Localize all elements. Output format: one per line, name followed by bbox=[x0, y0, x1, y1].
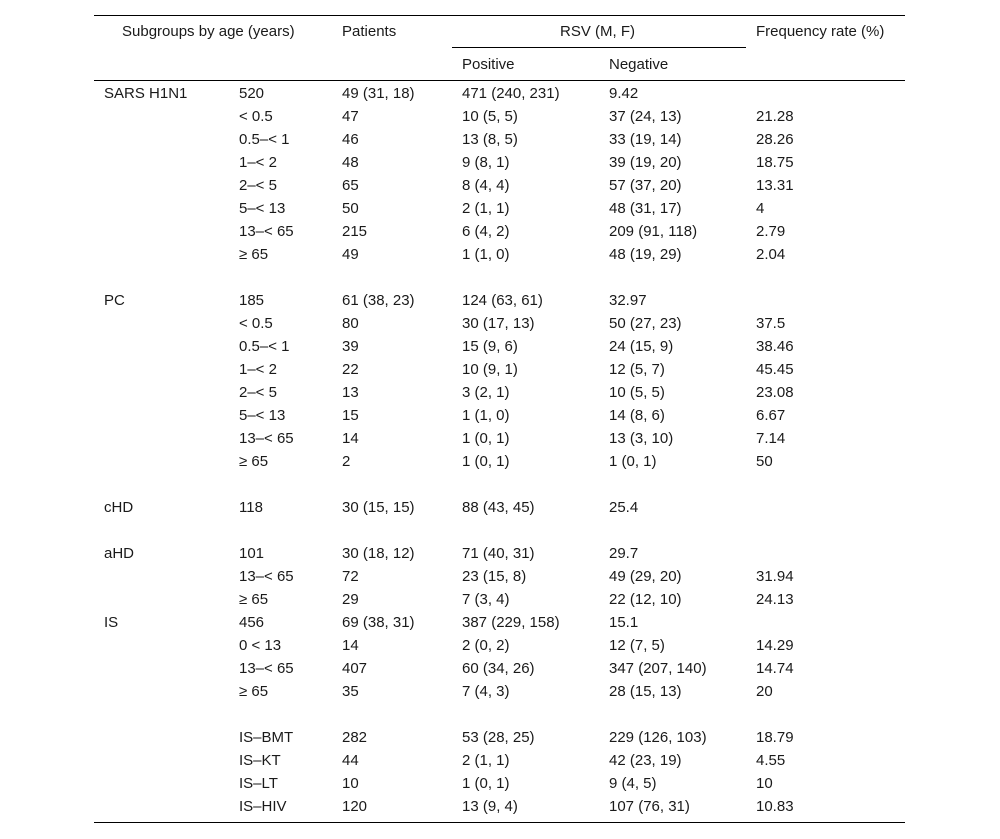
positive-cell: 23 (15, 8) bbox=[462, 568, 527, 585]
positive-cell: 10 (5, 5) bbox=[462, 108, 518, 125]
table-row bbox=[0, 220, 1000, 243]
negative-cell: 14 (8, 6) bbox=[609, 407, 665, 424]
table-row bbox=[0, 289, 1000, 312]
subgroup-cell: ≥ 65 bbox=[239, 591, 269, 608]
frequency-cell: 24.13 bbox=[756, 591, 794, 608]
subgroup-cell: IS–KT bbox=[239, 752, 281, 769]
positive-cell: 124 (63, 61) bbox=[462, 292, 543, 309]
negative-cell: 347 (207, 140) bbox=[609, 660, 707, 677]
table-row bbox=[0, 105, 1000, 128]
table-row bbox=[0, 795, 1000, 818]
patients-cell: 30 (18, 12) bbox=[342, 545, 415, 562]
patients-cell: 282 bbox=[342, 729, 368, 746]
patients-cell: 14 bbox=[342, 637, 359, 654]
table-row bbox=[0, 427, 1000, 450]
subgroup-cell: 185 bbox=[239, 292, 265, 309]
frequency-cell: 6.67 bbox=[756, 407, 786, 424]
group-cell: PC bbox=[104, 292, 125, 309]
table-row bbox=[0, 151, 1000, 174]
patients-cell: 46 bbox=[342, 131, 359, 148]
patients-cell: 215 bbox=[342, 223, 368, 240]
subgroup-cell: 13–< 65 bbox=[239, 430, 294, 447]
patients-cell: 49 (31, 18) bbox=[342, 85, 415, 102]
positive-cell: 13 (8, 5) bbox=[462, 131, 518, 148]
positive-cell: 71 (40, 31) bbox=[462, 545, 535, 562]
header-rsv: RSV (M, F) bbox=[560, 23, 635, 40]
group-cell: IS bbox=[104, 614, 119, 631]
negative-cell: 48 (19, 29) bbox=[609, 246, 682, 263]
rsv-subheader-rule bbox=[452, 47, 746, 48]
subgroup-cell: 118 bbox=[239, 499, 263, 516]
patients-cell: 39 bbox=[342, 338, 359, 355]
frequency-cell: 13.31 bbox=[756, 177, 794, 194]
negative-cell: 39 (19, 20) bbox=[609, 154, 682, 171]
subgroup-cell: IS–BMT bbox=[239, 729, 294, 746]
table-row bbox=[0, 450, 1000, 473]
frequency-cell: 7.14 bbox=[756, 430, 786, 447]
table-row bbox=[0, 611, 1000, 634]
negative-cell: 1 (0, 1) bbox=[609, 453, 657, 470]
patients-cell: 61 (38, 23) bbox=[342, 292, 415, 309]
table-row bbox=[0, 473, 1000, 496]
negative-cell: 28 (15, 13) bbox=[609, 683, 682, 700]
subgroup-cell: 520 bbox=[239, 85, 265, 102]
frequency-cell: 10.83 bbox=[756, 798, 794, 815]
negative-cell: 33 (19, 14) bbox=[609, 131, 682, 148]
patients-cell: 29 bbox=[342, 591, 359, 608]
table-row bbox=[0, 312, 1000, 335]
patients-cell: 10 bbox=[342, 775, 359, 792]
patients-cell: 49 bbox=[342, 246, 359, 263]
subgroup-cell: 2–< 5 bbox=[239, 177, 277, 194]
negative-cell: 49 (29, 20) bbox=[609, 568, 682, 585]
subgroup-cell: 13–< 65 bbox=[239, 568, 294, 585]
positive-cell: 53 (28, 25) bbox=[462, 729, 535, 746]
group-cell: aHD bbox=[104, 545, 135, 562]
header-frequency: Frequency rate (%) bbox=[756, 23, 885, 40]
negative-cell: 12 (7, 5) bbox=[609, 637, 665, 654]
header-rule bbox=[94, 80, 905, 81]
subgroup-cell: < 0.5 bbox=[239, 315, 273, 332]
positive-cell: 9 (8, 1) bbox=[462, 154, 510, 171]
negative-cell: 209 (91, 118) bbox=[609, 223, 698, 240]
patients-cell: 407 bbox=[342, 660, 368, 677]
table-row bbox=[0, 565, 1000, 588]
negative-cell: 10 (5, 5) bbox=[609, 384, 665, 401]
subgroup-cell: 456 bbox=[239, 614, 265, 631]
frequency-cell: 20 bbox=[756, 683, 773, 700]
positive-cell: 2 (1, 1) bbox=[462, 200, 510, 217]
header-patients: Patients bbox=[342, 23, 397, 40]
subgroup-cell: 13–< 65 bbox=[239, 223, 294, 240]
positive-cell: 1 (1, 0) bbox=[462, 407, 510, 424]
negative-cell: 9 (4, 5) bbox=[609, 775, 657, 792]
subgroup-cell: 5–< 13 bbox=[239, 200, 286, 217]
table-row bbox=[0, 772, 1000, 795]
positive-cell: 10 (9, 1) bbox=[462, 361, 518, 378]
top-rule bbox=[94, 15, 905, 16]
negative-cell: 57 (37, 20) bbox=[609, 177, 682, 194]
negative-cell: 229 (126, 103) bbox=[609, 729, 707, 746]
subgroup-cell: 13–< 65 bbox=[239, 660, 294, 677]
table-row bbox=[0, 680, 1000, 703]
group-cell: SARS H1N1 bbox=[104, 85, 188, 102]
table-row bbox=[0, 335, 1000, 358]
table-row bbox=[0, 496, 1000, 519]
table-row bbox=[0, 128, 1000, 151]
negative-cell: 107 (76, 31) bbox=[609, 798, 690, 815]
positive-cell: 15 (9, 6) bbox=[462, 338, 518, 355]
positive-cell: 8 (4, 4) bbox=[462, 177, 510, 194]
group-cell: cHD bbox=[104, 499, 134, 516]
patients-cell: 120 bbox=[342, 798, 368, 815]
table-row bbox=[0, 174, 1000, 197]
positive-cell: 6 (4, 2) bbox=[462, 223, 510, 240]
positive-cell: 387 (229, 158) bbox=[462, 614, 560, 631]
table-row bbox=[0, 726, 1000, 749]
table-row bbox=[0, 519, 1000, 542]
table-row bbox=[0, 243, 1000, 266]
negative-cell: 37 (24, 13) bbox=[609, 108, 682, 125]
patients-cell: 22 bbox=[342, 361, 359, 378]
negative-cell: 24 (15, 9) bbox=[609, 338, 674, 355]
frequency-cell: 4.55 bbox=[756, 752, 786, 769]
header-negative: Negative bbox=[609, 56, 669, 73]
negative-cell: 48 (31, 17) bbox=[609, 200, 682, 217]
patients-cell: 2 bbox=[342, 453, 351, 470]
table-row bbox=[0, 657, 1000, 680]
negative-cell: 22 (12, 10) bbox=[609, 591, 682, 608]
patients-cell: 47 bbox=[342, 108, 359, 125]
frequency-cell: 14.29 bbox=[756, 637, 794, 654]
subgroup-cell: 0.5–< 1 bbox=[239, 131, 290, 148]
negative-cell: 13 (3, 10) bbox=[609, 430, 674, 447]
positive-cell: 7 (3, 4) bbox=[462, 591, 510, 608]
patients-cell: 14 bbox=[342, 430, 359, 447]
patients-cell: 13 bbox=[342, 384, 359, 401]
table-row bbox=[0, 404, 1000, 427]
frequency-cell: 2.04 bbox=[756, 246, 786, 263]
table-row bbox=[0, 197, 1000, 220]
positive-cell: 2 (0, 2) bbox=[462, 637, 510, 654]
frequency-cell: 10 bbox=[756, 775, 773, 792]
frequency-cell: 23.08 bbox=[756, 384, 794, 401]
negative-cell: 29.7 bbox=[609, 545, 639, 562]
positive-cell: 471 (240, 231) bbox=[462, 85, 560, 102]
patients-cell: 30 (15, 15) bbox=[342, 499, 415, 516]
negative-cell: 25.4 bbox=[609, 499, 639, 516]
negative-cell: 9.42 bbox=[609, 85, 639, 102]
positive-cell: 60 (34, 26) bbox=[462, 660, 535, 677]
patients-cell: 80 bbox=[342, 315, 359, 332]
patients-cell: 35 bbox=[342, 683, 359, 700]
frequency-cell: 2.79 bbox=[756, 223, 786, 240]
negative-cell: 32.97 bbox=[609, 292, 647, 309]
header-subgroups: Subgroups by age (years) bbox=[122, 23, 295, 40]
subgroup-cell: 101 bbox=[239, 545, 265, 562]
frequency-cell: 18.75 bbox=[756, 154, 794, 171]
subgroup-cell: < 0.5 bbox=[239, 108, 273, 125]
positive-cell: 88 (43, 45) bbox=[462, 499, 535, 516]
positive-cell: 3 (2, 1) bbox=[462, 384, 510, 401]
table-row bbox=[0, 82, 1000, 105]
patients-cell: 48 bbox=[342, 154, 359, 171]
negative-cell: 50 (27, 23) bbox=[609, 315, 682, 332]
bottom-rule bbox=[94, 822, 905, 823]
frequency-cell: 31.94 bbox=[756, 568, 794, 585]
negative-cell: 15.1 bbox=[609, 614, 639, 631]
subgroup-cell: ≥ 65 bbox=[239, 683, 269, 700]
table-row bbox=[0, 266, 1000, 289]
positive-cell: 13 (9, 4) bbox=[462, 798, 518, 815]
frequency-cell: 14.74 bbox=[756, 660, 794, 677]
subgroup-cell: 1–< 2 bbox=[239, 361, 277, 378]
subgroup-cell: 0.5–< 1 bbox=[239, 338, 290, 355]
subgroup-cell: 1–< 2 bbox=[239, 154, 277, 171]
table-row bbox=[0, 634, 1000, 657]
frequency-cell: 45.45 bbox=[756, 361, 794, 378]
negative-cell: 42 (23, 19) bbox=[609, 752, 682, 769]
table-row bbox=[0, 749, 1000, 772]
frequency-cell: 50 bbox=[756, 453, 773, 470]
positive-cell: 1 (0, 1) bbox=[462, 453, 510, 470]
subgroup-cell: 0 < 13 bbox=[239, 637, 282, 654]
table-row bbox=[0, 381, 1000, 404]
patients-cell: 44 bbox=[342, 752, 359, 769]
subgroup-cell: IS–LT bbox=[239, 775, 278, 792]
frequency-cell: 18.79 bbox=[756, 729, 794, 746]
table-row bbox=[0, 542, 1000, 565]
subgroup-cell: 5–< 13 bbox=[239, 407, 286, 424]
frequency-cell: 4 bbox=[756, 200, 765, 217]
subgroup-cell: ≥ 65 bbox=[239, 453, 269, 470]
frequency-cell: 37.5 bbox=[756, 315, 786, 332]
frequency-cell: 21.28 bbox=[756, 108, 794, 125]
subgroup-cell: ≥ 65 bbox=[239, 246, 269, 263]
positive-cell: 30 (17, 13) bbox=[462, 315, 535, 332]
positive-cell: 7 (4, 3) bbox=[462, 683, 510, 700]
patients-cell: 65 bbox=[342, 177, 359, 194]
positive-cell: 1 (0, 1) bbox=[462, 775, 510, 792]
patients-cell: 50 bbox=[342, 200, 359, 217]
frequency-cell: 28.26 bbox=[756, 131, 794, 148]
table-row bbox=[0, 703, 1000, 726]
subgroup-cell: 2–< 5 bbox=[239, 384, 277, 401]
positive-cell: 2 (1, 1) bbox=[462, 752, 510, 769]
positive-cell: 1 (0, 1) bbox=[462, 430, 510, 447]
negative-cell: 12 (5, 7) bbox=[609, 361, 665, 378]
table-row bbox=[0, 588, 1000, 611]
patients-cell: 69 (38, 31) bbox=[342, 614, 415, 631]
patients-cell: 72 bbox=[342, 568, 359, 585]
subgroup-cell: IS–HIV bbox=[239, 798, 287, 815]
patients-cell: 15 bbox=[342, 407, 359, 424]
frequency-cell: 38.46 bbox=[756, 338, 794, 355]
table-row bbox=[0, 358, 1000, 381]
header-positive: Positive bbox=[462, 56, 515, 73]
positive-cell: 1 (1, 0) bbox=[462, 246, 510, 263]
